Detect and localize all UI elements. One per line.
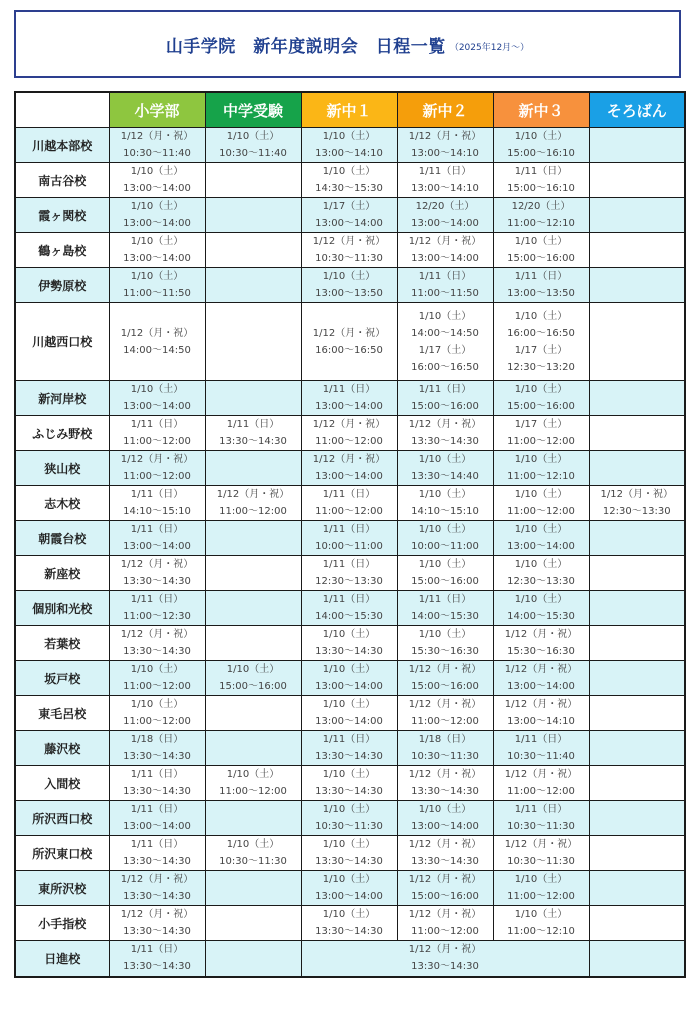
header-corner [15, 92, 109, 128]
school-name: 日進校 [15, 941, 109, 977]
schedule-cell: 1/10（土） 11:00～12:00 [493, 871, 589, 906]
table-row [15, 591, 685, 626]
schedule-cell: 1/12（月・祝） 12:30～13:30 [589, 486, 685, 521]
schedule-cell [205, 233, 301, 268]
schedule-cell [589, 198, 685, 233]
table-row [15, 941, 685, 977]
schedule-cell: 1/11（日） 12:30～13:30 [301, 556, 397, 591]
schedule-cell: 1/10（土） 13:00～14:00 [109, 198, 205, 233]
schedule-cell [589, 381, 685, 416]
schedule-cell: 1/12（月・祝） 13:30～14:30 [109, 556, 205, 591]
schedule-cell [205, 941, 301, 977]
schedule-cell: 1/10（土） 13:00～14:00 [301, 661, 397, 696]
schedule-cell: 1/12（月・祝） 11:00～12:00 [109, 451, 205, 486]
schedule-cell: 1/12（月・祝） 13:00～14:00 [493, 661, 589, 696]
schedule-cell: 1/12（月・祝） 13:30～14:30 [397, 416, 493, 451]
schedule-cell: 1/10（土） 13:00～14:00 [301, 871, 397, 906]
schedule-cell: 1/10（土） 11:00～12:00 [109, 696, 205, 731]
schedule-cell: 1/12（月・祝） 13:00～14:10 [397, 128, 493, 163]
schedule-cell [589, 766, 685, 801]
schedule-cell: 1/10（土） 10:30～11:40 [205, 128, 301, 163]
schedule-cell [589, 268, 685, 303]
schedule-cell [205, 591, 301, 626]
schedule-cell [205, 731, 301, 766]
schedule-cell: 1/11（日） 13:30～14:30 [205, 416, 301, 451]
schedule-cell: 1/12（月・祝） 13:30～14:30 [109, 906, 205, 941]
table-row [15, 163, 685, 198]
schedule-cell: 1/10（土） 15:00～16:00 [205, 661, 301, 696]
schedule-cell [205, 381, 301, 416]
school-name: 鶴ヶ島校 [15, 233, 109, 268]
schedule-cell: 1/10（土） 13:30～14:30 [301, 766, 397, 801]
schedule-cell: 1/10（土） 14:10～15:10 [397, 486, 493, 521]
schedule-cell: 1/12（月・祝） 11:00～12:00 [397, 906, 493, 941]
schedule-cell [205, 521, 301, 556]
schedule-cell: 1/11（日） 11:00～12:00 [109, 416, 205, 451]
table-row [15, 731, 685, 766]
schedule-cell: 1/10（土） 15:30～16:30 [397, 626, 493, 661]
schedule-cell: 1/12（月・祝） 13:00～14:00 [301, 451, 397, 486]
header-exam-prep: 中学受験 [205, 92, 301, 128]
schedule-cell [205, 906, 301, 941]
schedule-cell: 1/10（土） 15:00～16:00 [397, 556, 493, 591]
schedule-cell: 1/10（土） 13:00～13:50 [301, 268, 397, 303]
schedule-cell [205, 801, 301, 836]
school-name: 新河岸校 [15, 381, 109, 416]
schedule-cell [589, 303, 685, 381]
school-name: 個別和光校 [15, 591, 109, 626]
schedule-cell: 1/12（月・祝） 13:30～14:30 [109, 871, 205, 906]
table-row [15, 198, 685, 233]
schedule-cell: 1/17（土） 13:00～14:00 [301, 198, 397, 233]
schedule-cell: 1/12（月・祝） 10:30～11:40 [109, 128, 205, 163]
schedule-cell: 1/12（月・祝） 15:00～16:00 [397, 661, 493, 696]
schedule-cell: 1/11（日） 13:30～14:30 [301, 731, 397, 766]
school-name: ふじみ野校 [15, 416, 109, 451]
schedule-cell: 1/11（日） 14:10～15:10 [109, 486, 205, 521]
schedule-cell: 1/11（日） 11:00～12:00 [301, 486, 397, 521]
schedule-cell: 1/10（土） 13:00～14:00 [301, 696, 397, 731]
schedule-cell: 1/12（月・祝） 13:30～14:30 [301, 941, 589, 977]
schedule-cell: 1/11（日） 13:30～14:30 [109, 836, 205, 871]
schedule-cell: 1/10（土） 13:30～14:30 [301, 906, 397, 941]
school-name: 小手指校 [15, 906, 109, 941]
schedule-cell: 1/11（日） 15:00～16:00 [397, 381, 493, 416]
table-row [15, 556, 685, 591]
schedule-cell [589, 128, 685, 163]
schedule-cell: 1/11（日） 10:30～11:30 [493, 801, 589, 836]
schedule-cell: 1/10（土） 13:00～14:00 [109, 233, 205, 268]
schedule-cell: 1/10（土） 15:00～16:10 [493, 128, 589, 163]
table-row [15, 836, 685, 871]
schedule-cell [589, 941, 685, 977]
schedule-cell: 1/10（土） 14:00～14:50 1/17（土） 16:00～16:50 [397, 303, 493, 381]
schedule-cell: 1/11（日） 11:00～11:50 [397, 268, 493, 303]
schedule-cell: 1/11（日） 13:30～14:30 [109, 941, 205, 977]
table-row [15, 521, 685, 556]
schedule-cell [589, 801, 685, 836]
schedule-cell: 1/10（土） 11:00～12:00 [109, 661, 205, 696]
table-row [15, 416, 685, 451]
table-row [15, 486, 685, 521]
page-title: 山手学院 新年度説明会 日程一覧 [165, 36, 446, 57]
school-name: 新座校 [15, 556, 109, 591]
schedule-cell: 1/11（日） 13:30～14:30 [109, 766, 205, 801]
schedule-cell: 1/10（土） 11:00～12:00 [205, 766, 301, 801]
school-name: 東毛呂校 [15, 696, 109, 731]
schedule-cell: 1/11（日） 11:00～12:30 [109, 591, 205, 626]
schedule-cell: 1/12（月・祝） 11:00～12:00 [493, 766, 589, 801]
table-row [15, 801, 685, 836]
schedule-cell: 1/10（土） 13:30～14:30 [301, 836, 397, 871]
table-row [15, 696, 685, 731]
schedule-cell: 1/12（月・祝） 10:30～11:30 [301, 233, 397, 268]
table-row [15, 268, 685, 303]
school-name: 狭山校 [15, 451, 109, 486]
schedule-cell: 1/10（土） 13:00～14:00 [109, 381, 205, 416]
schedule-cell: 1/17（土） 11:00～12:00 [493, 416, 589, 451]
schedule-cell: 12/20（土） 11:00～12:10 [493, 198, 589, 233]
schedule-cell [205, 871, 301, 906]
schedule-cell: 1/10（土） 13:30～14:30 [301, 626, 397, 661]
schedule-cell: 1/12（月・祝） 11:00～12:00 [205, 486, 301, 521]
school-name: 南古谷校 [15, 163, 109, 198]
schedule-cell: 1/10（土） 10:30～11:30 [205, 836, 301, 871]
schedule-cell [589, 451, 685, 486]
schedule-cell: 1/12（月・祝） 13:30～14:30 [397, 836, 493, 871]
schedule-cell: 1/10（土） 16:00～16:50 1/17（土） 12:30～13:20 [493, 303, 589, 381]
page-subtitle: （2025年12月～） [449, 42, 530, 53]
schedule-cell: 1/18（日） 13:30～14:30 [109, 731, 205, 766]
schedule-body [15, 128, 685, 977]
schedule-cell: 1/18（日） 10:30～11:30 [397, 731, 493, 766]
school-name: 川越本部校 [15, 128, 109, 163]
table-row [15, 128, 685, 163]
table-row [15, 381, 685, 416]
schedule-cell: 1/12（月・祝） 15:30～16:30 [493, 626, 589, 661]
schedule-cell: 1/12（月・祝） 16:00～16:50 [301, 303, 397, 381]
title-box [14, 10, 681, 78]
schedule-cell: 1/12（月・祝） 11:00～12:00 [397, 696, 493, 731]
school-name: 若葉校 [15, 626, 109, 661]
school-name: 入間校 [15, 766, 109, 801]
school-name: 所沢西口校 [15, 801, 109, 836]
schedule-cell: 1/10（土） 13:00～14:00 [493, 521, 589, 556]
school-name: 霞ヶ関校 [15, 198, 109, 233]
table-row [15, 233, 685, 268]
schedule-cell: 1/12（月・祝） 13:30～14:30 [397, 766, 493, 801]
table-row [15, 626, 685, 661]
schedule-cell: 12/20（土） 13:00～14:00 [397, 198, 493, 233]
table-row [15, 871, 685, 906]
header-abacus: そろばん [589, 92, 685, 128]
school-name: 東所沢校 [15, 871, 109, 906]
schedule-cell: 1/12（月・祝） 11:00～12:00 [301, 416, 397, 451]
schedule-cell [205, 268, 301, 303]
schedule-cell: 1/12（月・祝） 15:00～16:00 [397, 871, 493, 906]
schedule-cell [205, 451, 301, 486]
header-row [15, 92, 685, 128]
schedule-cell [205, 626, 301, 661]
schedule-cell [205, 696, 301, 731]
schedule-cell [589, 731, 685, 766]
schedule-cell [589, 836, 685, 871]
schedule-cell: 1/10（土） 14:30～15:30 [301, 163, 397, 198]
schedule-cell [589, 591, 685, 626]
schedule-cell: 1/11（日） 15:00～16:10 [493, 163, 589, 198]
schedule-cell: 1/11（日） 14:00～15:30 [397, 591, 493, 626]
schedule-cell: 1/12（月・祝） 14:00～14:50 [109, 303, 205, 381]
schedule-cell: 1/11（日） 10:00～11:00 [301, 521, 397, 556]
schedule-cell [589, 416, 685, 451]
schedule-cell [205, 163, 301, 198]
schedule-cell [589, 521, 685, 556]
school-name: 川越西口校 [15, 303, 109, 381]
schedule-cell [589, 696, 685, 731]
schedule-cell [589, 233, 685, 268]
schedule-cell: 1/10（土） 13:00～14:00 [109, 163, 205, 198]
school-name: 坂戸校 [15, 661, 109, 696]
schedule-cell: 1/12（月・祝） 10:30～11:30 [493, 836, 589, 871]
schedule-cell: 1/10（土） 15:00～16:00 [493, 233, 589, 268]
schedule-cell: 1/10（土） 13:30～14:40 [397, 451, 493, 486]
schedule-cell: 1/10（土） 11:00～12:00 [493, 486, 589, 521]
schedule-cell: 1/11（日） 10:30～11:40 [493, 731, 589, 766]
schedule-cell [589, 906, 685, 941]
schedule-cell: 1/11（日） 14:00～15:30 [301, 591, 397, 626]
schedule-cell: 1/10（土） 11:00～11:50 [109, 268, 205, 303]
schedule-cell: 1/12（月・祝） 13:00～14:10 [493, 696, 589, 731]
table-row [15, 906, 685, 941]
schedule-cell [205, 303, 301, 381]
table-row [15, 766, 685, 801]
schedule-cell [205, 556, 301, 591]
schedule-cell: 1/10（土） 10:30～11:30 [301, 801, 397, 836]
schedule-cell [589, 556, 685, 591]
schedule-cell: 1/12（月・祝） 13:30～14:30 [109, 626, 205, 661]
schedule-cell [589, 163, 685, 198]
schedule-cell [205, 198, 301, 233]
schedule-table [14, 91, 686, 978]
schedule-cell: 1/11（日） 13:00～13:50 [493, 268, 589, 303]
schedule-cell: 1/10（土） 15:00～16:00 [493, 381, 589, 416]
table-row [15, 303, 685, 381]
school-name: 志木校 [15, 486, 109, 521]
school-name: 藤沢校 [15, 731, 109, 766]
schedule-cell: 1/10（土） 13:00～14:10 [301, 128, 397, 163]
schedule-cell: 1/11（日） 13:00～14:00 [301, 381, 397, 416]
header-elementary: 小学部 [109, 92, 205, 128]
school-name: 伊勢原校 [15, 268, 109, 303]
schedule-cell: 1/10（土） 14:00～15:30 [493, 591, 589, 626]
schedule-cell: 1/11（日） 13:00～14:00 [109, 801, 205, 836]
table-row [15, 661, 685, 696]
schedule-cell: 1/10（土） 13:00～14:00 [397, 801, 493, 836]
header-new-grade8: 新中２ [397, 92, 493, 128]
schedule-cell: 1/11（日） 13:00～14:10 [397, 163, 493, 198]
schedule-cell: 1/10（土） 12:30～13:30 [493, 556, 589, 591]
table-row [15, 451, 685, 486]
school-name: 朝霞台校 [15, 521, 109, 556]
schedule-cell: 1/10（土） 11:00～12:10 [493, 906, 589, 941]
schedule-cell: 1/11（日） 13:00～14:00 [109, 521, 205, 556]
schedule-cell: 1/10（土） 10:00～11:00 [397, 521, 493, 556]
schedule-cell [589, 626, 685, 661]
header-new-grade9: 新中３ [493, 92, 589, 128]
schedule-cell: 1/12（月・祝） 13:00～14:00 [397, 233, 493, 268]
school-name: 所沢東口校 [15, 836, 109, 871]
schedule-cell [589, 661, 685, 696]
header-new-grade7: 新中１ [301, 92, 397, 128]
schedule-cell: 1/10（土） 11:00～12:10 [493, 451, 589, 486]
schedule-cell [589, 871, 685, 906]
